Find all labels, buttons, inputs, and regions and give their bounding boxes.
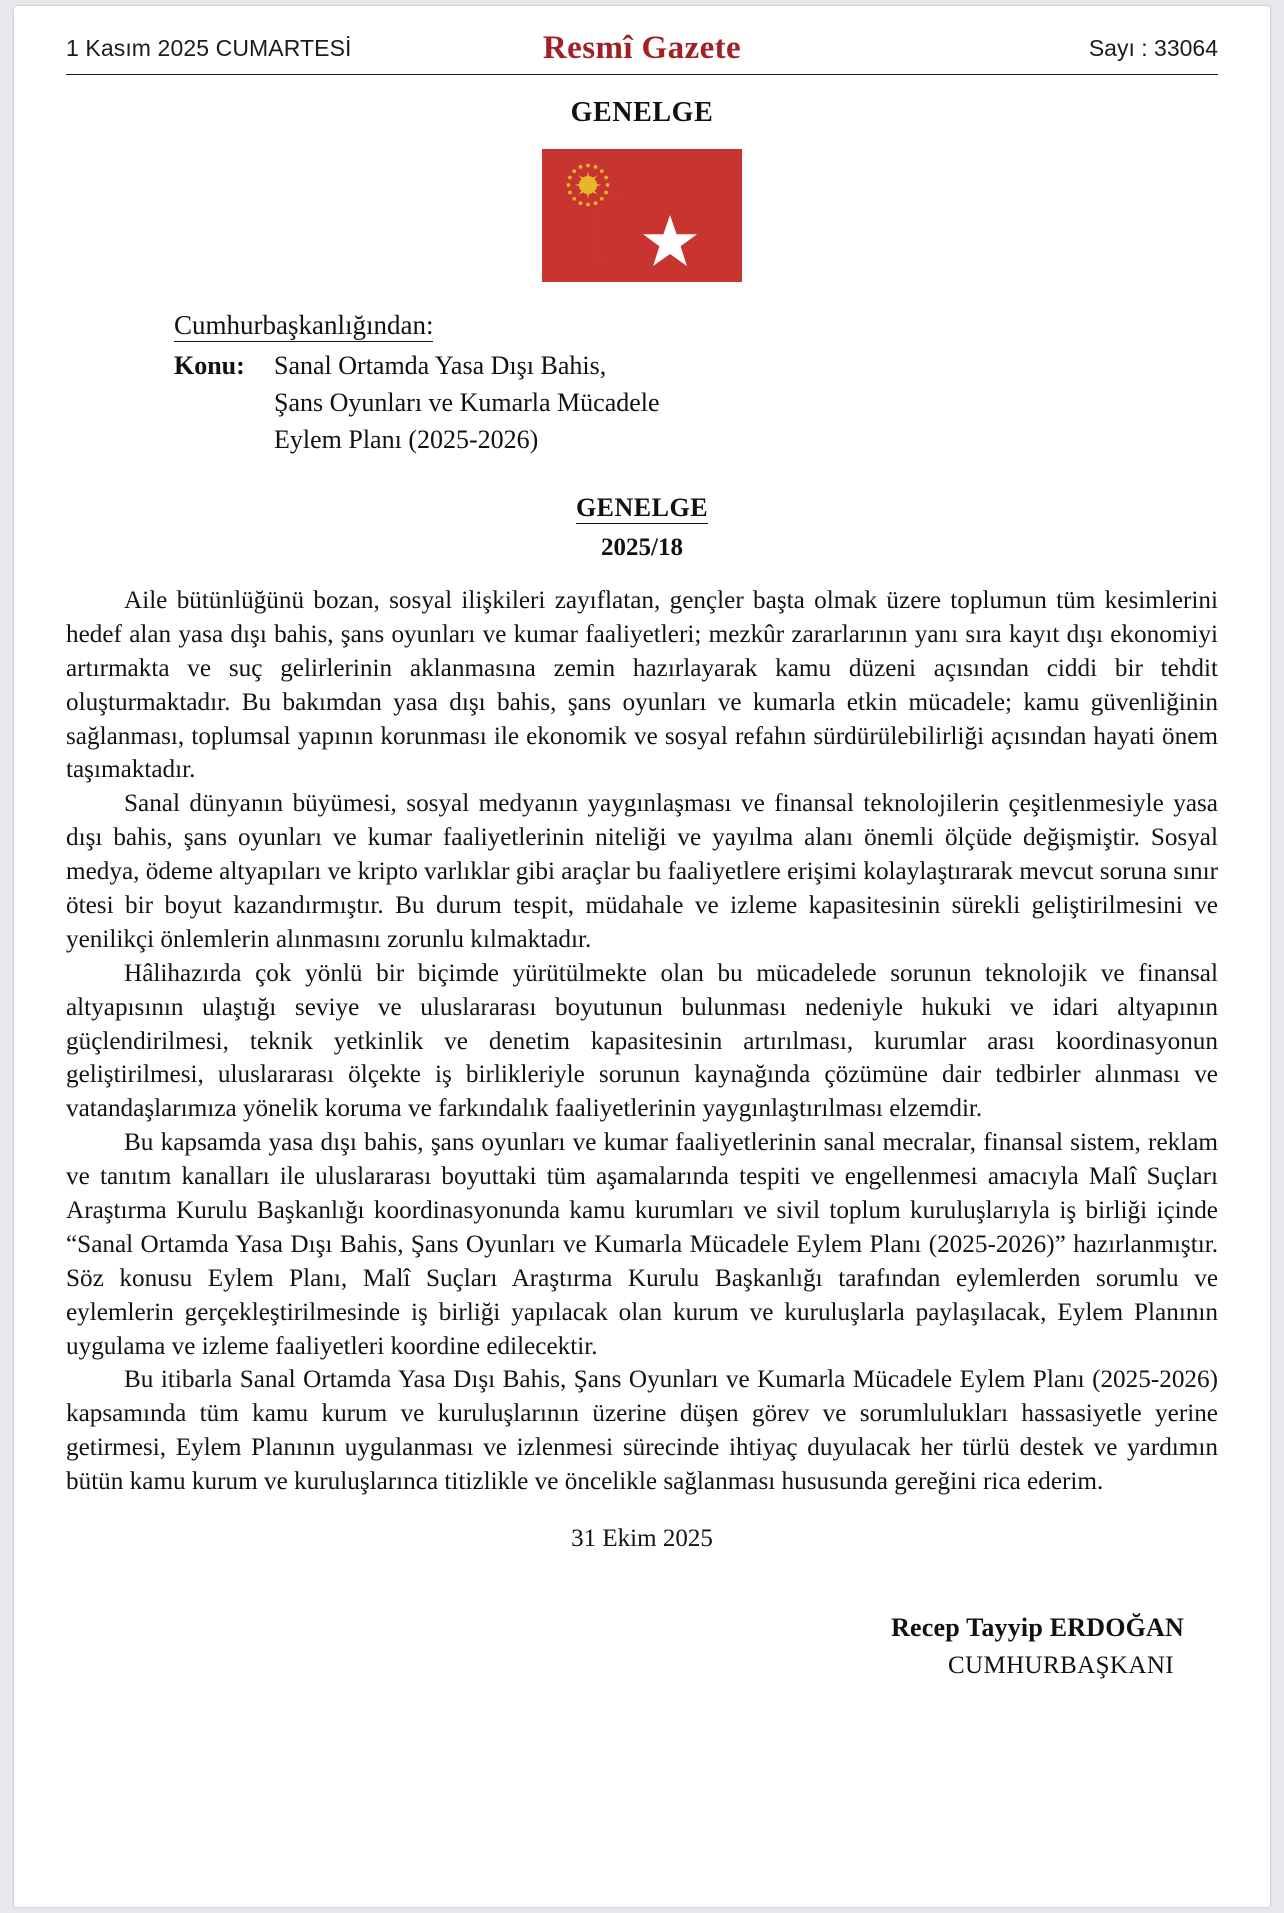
signature-block (14, 1613, 1184, 1680)
body-paragraph: Bu itibarla Sanal Ortamda Yasa Dışı Bahis, Şans Oyunları ve Kumarla Mücadele Eylem Planı (2025-2026) kapsamında tüm kamu kurum ve kuruluşlarının üzerine düşen görev ve sorumlulukları hassasiyetle yerine getirmesi, Eylem Planının uygulanması ve izlenmesi sürecinde ihtiyaç duyulacak her türlü destek ve yardımın bütün kamu kurum ve kuruluşlarınca titizlikle ve öncelikle sağlanması hususunda gereğini rica ederim. (66, 1366, 1218, 1496)
document-date: 31 Ekim 2025 (571, 1525, 713, 1552)
gazette-title: Resmî Gazete (542, 29, 742, 66)
issuer-label: Cumhurbaşkanlığından: (174, 310, 433, 342)
page-content (14, 6, 1270, 1907)
issuer-block (174, 310, 1270, 459)
circular-title-text: GENELGE (575, 492, 709, 522)
document-page (14, 6, 1270, 1907)
circular-title (14, 493, 1270, 523)
document-body (66, 584, 1218, 1499)
emblem-container (14, 149, 1270, 282)
turkish-presidency-emblem-icon (542, 149, 742, 282)
issue-number: Sayı : 33064 (1088, 34, 1218, 61)
gazette-masthead (66, 6, 1218, 75)
subject-line: Şans Oyunları ve Kumarla Mücadele (274, 388, 660, 418)
subject-label: Konu: (174, 351, 245, 381)
subject-line: Eylem Planı (2025-2026) (274, 425, 539, 455)
subject-block (174, 348, 1270, 459)
document-type-heading: GENELGE (570, 97, 714, 128)
subject-values (274, 348, 660, 459)
signatory-title: CUMHURBAŞKANI (947, 1652, 1174, 1679)
body-paragraph: Bu kapsamda yasa dışı bahis, şans oyunları ve kumar faaliyetlerinin sanal mecralar, finansal sistem, reklam ve tanıtım kanalları ile uluslararası boyuttaki tüm aşamalarında tespiti ve engellenmesi amacıyla Malî Suçları Araştırma Kurulu Başkanlığı koordinasyonunda kamu kurumları ve sivil toplum kuruluşlarıyla iş birliği içinde “Sanal Ortamda Yasa Dışı Bahis, Şans Oyunları ve Kumarla Mücadele Eylem Planı (2025-2026)” hazırlanmıştır. Söz konusu Eylem Planı, Malî Suçları Araştırma Kurulu Başkanlığı tarafından eylemlerden sorumlu ve eylemlerin gerçekleştirilmesinde iş birliği yapılacak olan kurum ve kuruluşlarla paylaşılacak, Eylem Planının uygulama ve izleme faaliyetleri koordine edilecektir. (66, 1129, 1218, 1360)
signatory-name: Recep Tayyip ERDOĞAN (891, 1613, 1184, 1642)
publication-date: 1 Kasım 2025 CUMARTESİ (66, 34, 352, 61)
body-paragraph: Aile bütünlüğünü bozan, sosyal ilişkileri zayıflatan, gençler başta olmak üzere toplumun tüm kesimlerini hedef alan yasa dışı bahis, şans oyunları ve kumar faaliyetleri; mezkûr zararlarının yanı sıra kayıt dışı ekonomiyi artırmakta ve suç gelirlerinin aklanmasına zemin hazırlayarak kamu düzeni açısından ciddi bir tehdit oluşturmaktadır. Bu bakımdan yasa dışı bahis, şans oyunları ve kumarla etkin mücadele; kamu güvenliğinin sağlanması, toplumsal yapının korunması ile ekonomik ve sosyal refahın sürdürülebilirliği açısından hayati önem taşımaktadır. (66, 586, 1218, 784)
body-paragraph: Hâlihazırda çok yönlü bir biçimde yürütülmekte olan bu mücadelede sorunun teknolojik ve finansal altyapısının ulaştığı seviye ve uluslararası boyutunun bulunması nedeniyle hukuki ve idari altyapının güçlendirilmesi, teknik yetkinlik ve denetim kapasitesinin artırılması, kurumlar arası koordinasyonun geliştirilmesi, uluslararası ölçekte iş birlikleriyle sorunun kaynağında çözümüne dair tedbirler alınması ve vatandaşlarımıza yönelik koruma ve farkındalık faaliyetlerinin yaygınlaştırılması elzemdir. (66, 959, 1218, 1123)
subject-line: Sanal Ortamda Yasa Dışı Bahis, (274, 351, 607, 381)
body-paragraph: Sanal dünyanın büyümesi, sosyal medyanın yaygınlaşması ve finansal teknolojilerin çeşitlenmesiyle yasa dışı bahis, şans oyunları ve kumar faaliyetlerinin niteliği ve yayılma alanı önemli ölçüde değişmiştir. Sosyal medya, ödeme altyapıları ve kripto varlıklar gibi araçlar bu faaliyetlere erişimi kolaylaştırarak mevcut soruna sınır ötesi bir boyut kazandırmıştır. Bu durum tespit, müdahale ve izleme kapasitesinin sürekli geliştirilmesini ve yenilikçi önlemlerin alınmasını zorunlu kılmaktadır. (66, 790, 1218, 953)
circular-number: 2025/18 (601, 533, 683, 561)
